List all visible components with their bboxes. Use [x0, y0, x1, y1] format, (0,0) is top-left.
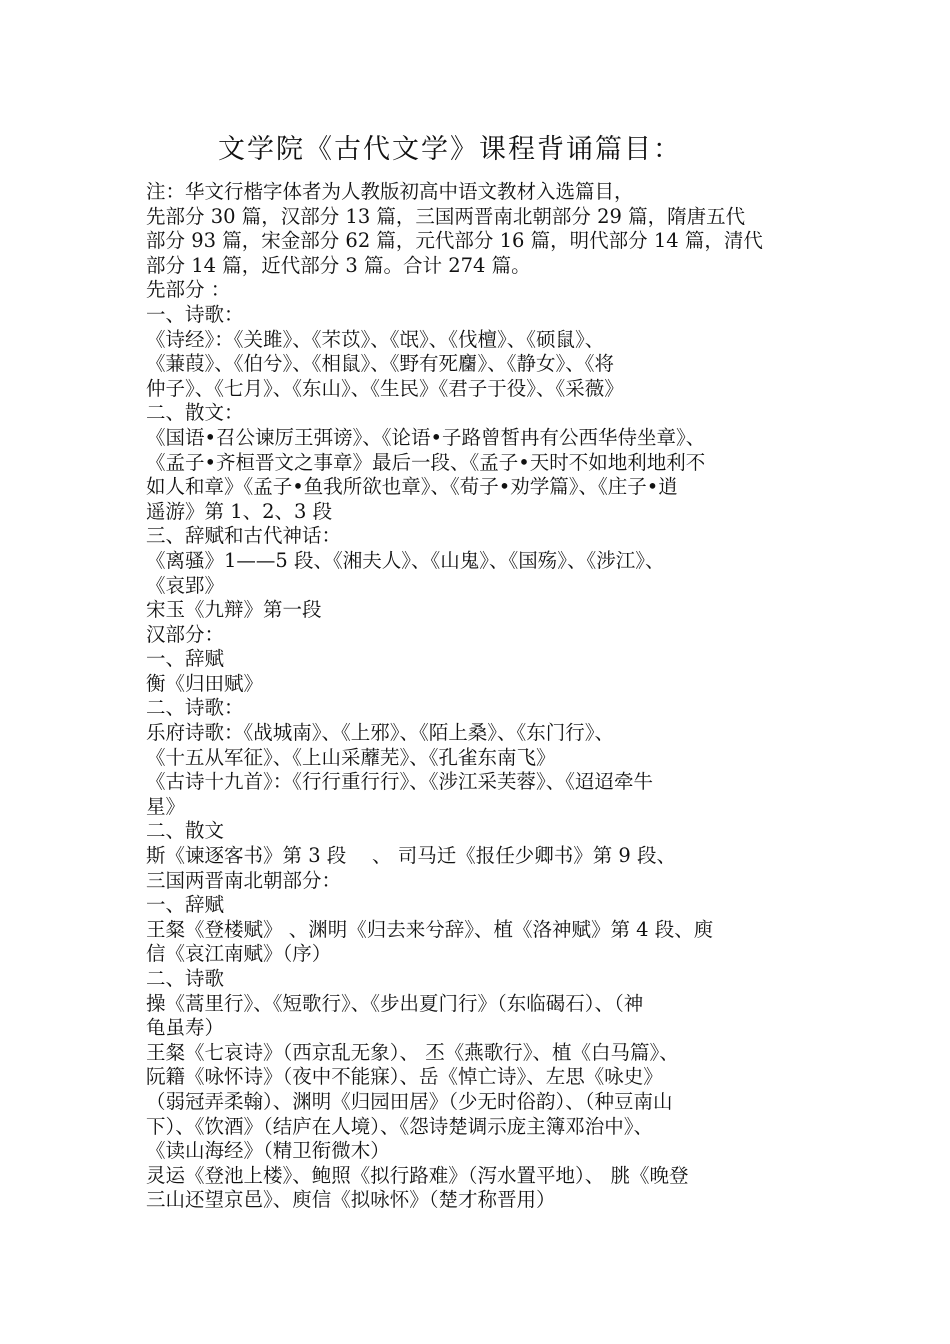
text-line: 三山还望京邑》、庾信《拟咏怀》（楚才称晋用） [146, 1188, 556, 1212]
text-line: 《诗经》：《关雎》、《芣苡》、《氓》、《伐檀》、《硕鼠》、 [146, 327, 605, 351]
text-line: 二、诗歌 [146, 967, 225, 990]
text-line: 《十五从军征》、《上山采蘼芜》、《孔雀东南飞》 [146, 745, 556, 769]
text-line: 二、散文： [146, 401, 244, 425]
text-line: 如人和章》《孟子•鱼我所欲也章》、《荀子•劝学篇》、《庄子•逍 [146, 475, 678, 499]
text-line: 衡《归田赋》 [146, 671, 264, 695]
document-body [146, 180, 826, 1213]
text-line: 乐府诗歌：《战城南》、《上邪》、《陌上桑》、《东门行》、 [146, 721, 615, 745]
text-line: 操《蒿里行》、《短歌行》、《步出夏门行》（东临碣石）、（神 [146, 991, 644, 1015]
text-line: 三、辞赋和古代神话： [146, 524, 342, 548]
text-line: 仲子》、《七月》、《东山》、《生民》《君子于役》、《采薇》 [146, 376, 624, 400]
text-line: 汉部分： [146, 622, 225, 646]
text-line: 龟虽寿） [146, 1016, 225, 1040]
text-line: 《国语•召公谏厉王弭谤》、《论语•子路曾皙冉有公西华侍坐章》、 [146, 425, 706, 449]
text-line: 一、诗歌： [146, 302, 244, 326]
text-line: 遥游》第 1、2、3 段 [146, 499, 333, 523]
text-line: 阮籍《咏怀诗》（夜中不能寐）、岳《悼亡诗》、左思《咏史》 [146, 1065, 663, 1089]
text-line: 先部分 ： [146, 278, 231, 302]
text-line: 部分 14 篇，近代部分 3 篇。合计 274 篇。 [146, 253, 531, 277]
text-line: 二、诗歌： [146, 696, 244, 720]
text-line: 斯《谏逐客书》第 3 段 、 司马迁《报任少卿书》第 9 段、 [146, 844, 677, 868]
text-line: 星》 [146, 794, 186, 818]
text-line: 《孟子•齐桓晋文之事章》最后一段、《孟子•天时不如地利地利不 [146, 450, 706, 474]
text-line: 二、散文 [146, 819, 225, 843]
text-line: 信《哀江南赋》（序） [146, 942, 332, 966]
text-line: 部分 93 篇，宋金部分 62 篇，元代部分 16 篇，明代部分 14 篇，清代 [146, 229, 763, 253]
text-line: 三国两晋南北朝部分： [146, 868, 342, 892]
text-line: 先部分 30 篇，汉部分 13 篇，三国两晋南北朝部分 29 篇，隋唐五代 [146, 204, 746, 228]
text-line: （弱冠弄柔翰）、渊明《归园田居》（少无时俗韵）、（种豆南山 [146, 1089, 673, 1113]
text-line: 王粲《七哀诗》（西京乱无象）、 丕《燕歌行》、植《白马篇》、 [146, 1040, 679, 1064]
text-line: 《读山海经》（精卫衔微木） [146, 1139, 390, 1163]
text-line: 下）、《饮酒》（结庐在人境）、《怨诗楚调示庞主簿邓治中》、 [146, 1114, 654, 1138]
text-line: 灵运《登池上楼》、鲍照《拟行路难》（泻水置平地）、 朓《晚登 [146, 1163, 689, 1187]
text-line: 《蒹葭》、《伯兮》、《相鼠》、《野有死麕》、《静女》、《将 [146, 352, 615, 376]
text-line: 一、辞赋 [146, 647, 225, 671]
text-line: 一、辞赋 [146, 893, 225, 917]
document-title: 文学院《古代文学》课程背诵篇目： [218, 134, 682, 165]
text-line: 《哀郢》 [146, 573, 225, 597]
text-line: 注：华文行楷字体者为人教版初高中语文教材入选篇目， [146, 180, 634, 203]
text-line: 《离骚》1——5 段、《湘夫人》、《山鬼》、《国殇》、《涉江》、 [146, 548, 665, 572]
text-line: 王粲《登楼赋》 、渊明《归去来兮辞》、植《洛神赋》第 4 段、庾 [146, 917, 714, 941]
text-line: 《古诗十九首》：《行行重行行》、《涉江采芙蓉》、《迢迢牵牛 [146, 770, 654, 794]
text-line: 宋玉《九辩》第一段 [146, 598, 322, 622]
